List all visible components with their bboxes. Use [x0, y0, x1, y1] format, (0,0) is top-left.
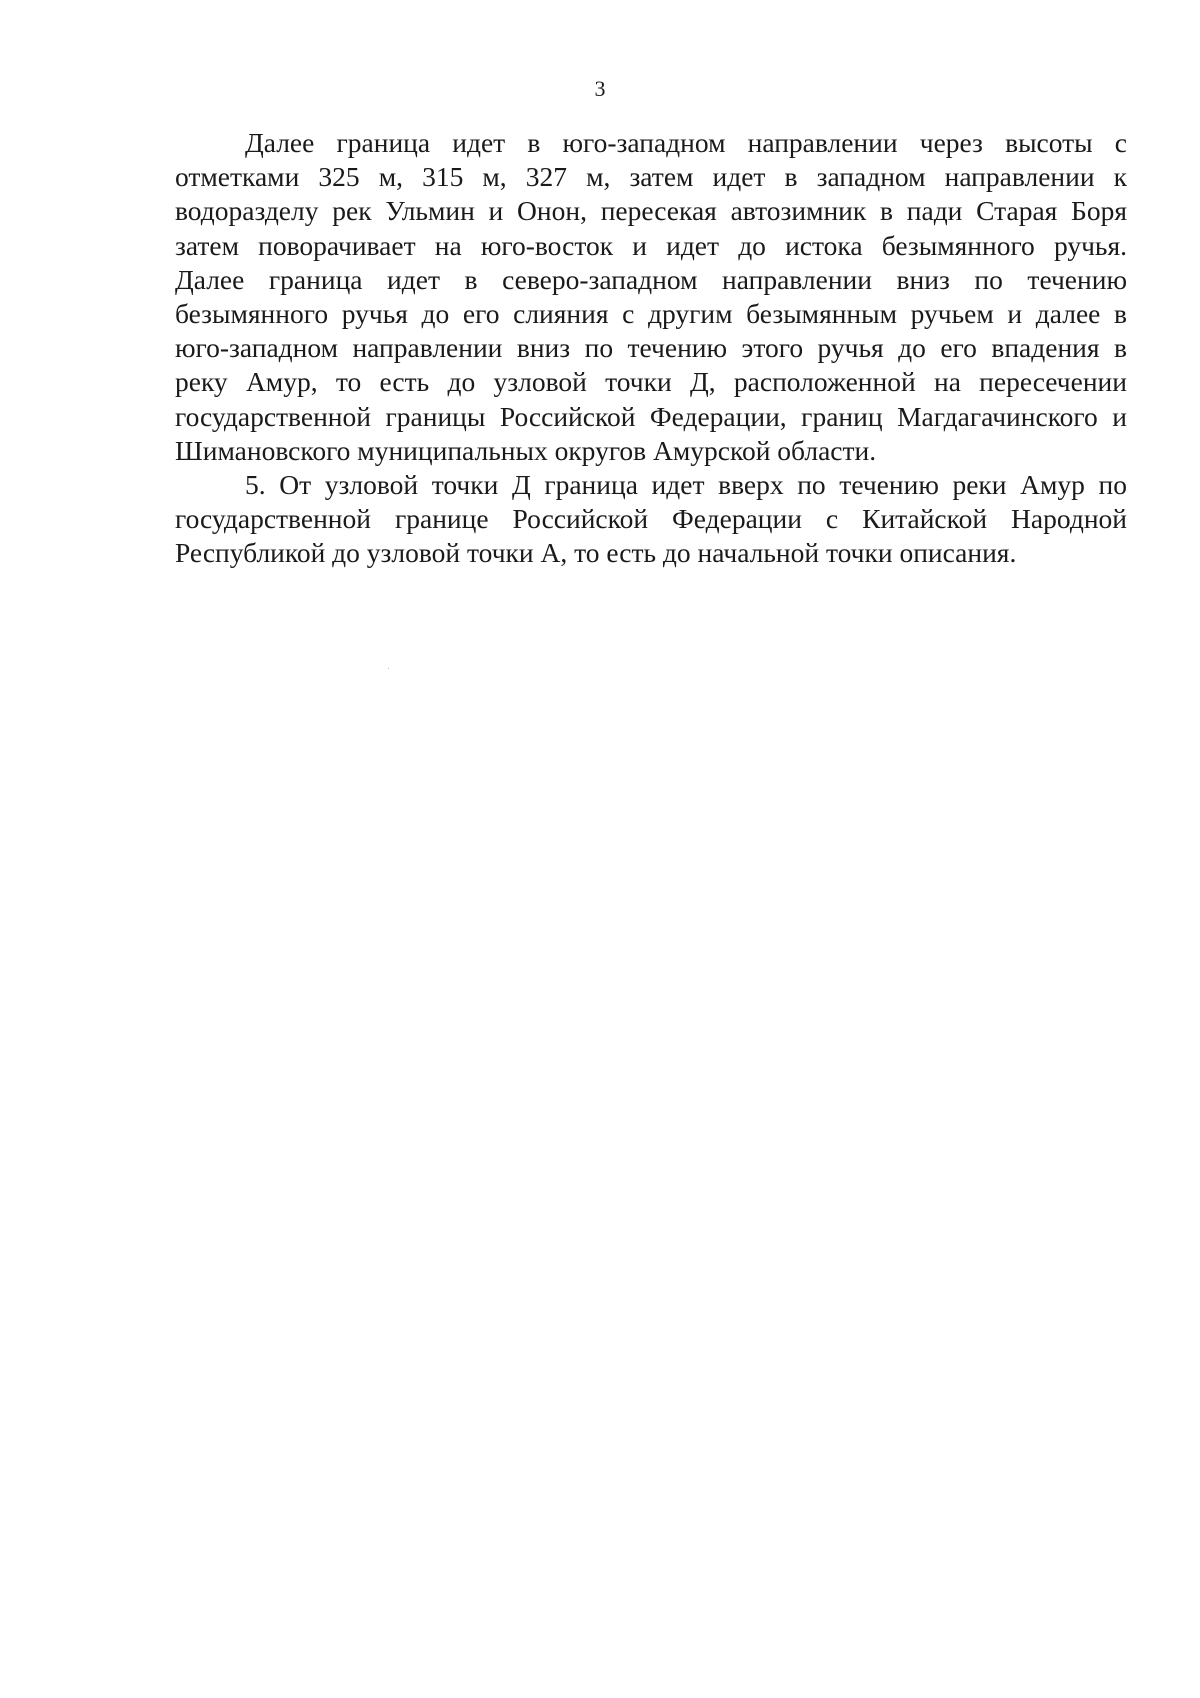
- text-line: государственной границе Российской Федерации с Китайской Народной: [175, 503, 1127, 535]
- page-number: 3: [594, 76, 606, 101]
- text-line: Республикой до узловой точки А, то есть до начальной точки описания.: [175, 537, 1017, 569]
- text-line: отметками 325 м, 315 м, 327 м, затем идет в западном направлении к: [175, 161, 1127, 193]
- paragraph-item-5: [175, 468, 1127, 571]
- text-line: Шимановского муниципальных округов Амурской области.: [175, 434, 877, 466]
- text-line: Далее граница идет в юго-западном направлении через высоты с: [245, 127, 1127, 158]
- document-body: [175, 126, 1127, 571]
- text-line: затем поворачивает на юго-восток и идет до истока безымянного ручья.: [175, 229, 1127, 261]
- text-line: безымянного ручья до его слияния с другим безымянным ручьем и далее в: [175, 298, 1127, 330]
- paragraph-boundary-southwest: [175, 126, 1127, 468]
- text-line: Далее граница идет в северо-западном направлении вниз по течению: [175, 263, 1127, 295]
- text-line: государственной границы Российской Федерации, границ Магдагачинского и: [175, 400, 1127, 432]
- text-line: водоразделу рек Ульмин и Онон, пересекая автозимник в пади Старая Боря: [175, 195, 1127, 227]
- text-line: 5. От узловой точки Д граница идет вверх по течению реки Амур по: [245, 469, 1127, 501]
- text-line: юго-западном направлении вниз по течению этого ручья до его впадения в: [175, 332, 1127, 364]
- text-line: реку Амур, то есть до узловой точки Д, расположенной на пересечении: [175, 366, 1127, 398]
- scan-speck: [388, 668, 389, 669]
